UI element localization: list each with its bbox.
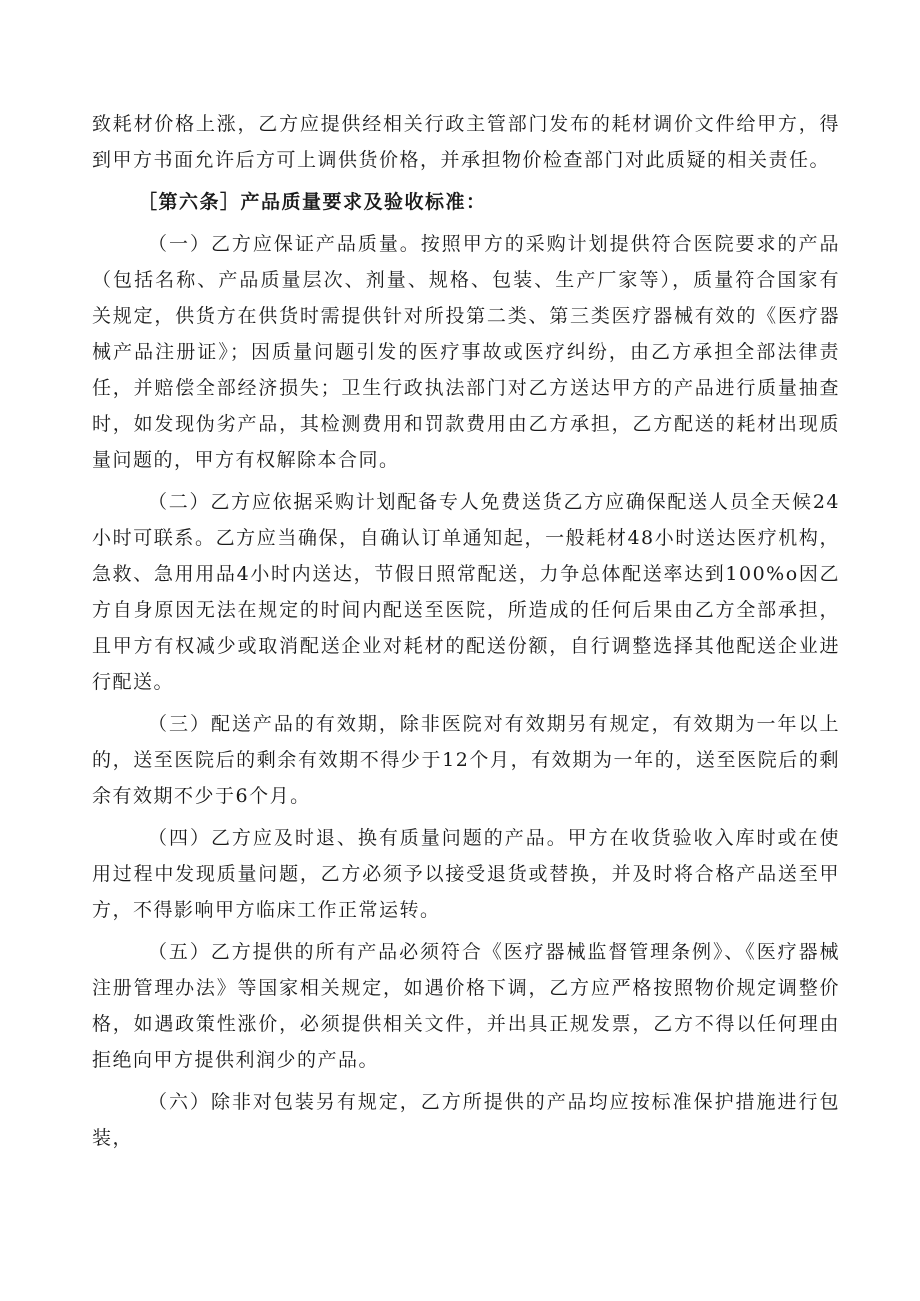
document-body bbox=[92, 106, 840, 1162]
clause-6: （六）除非对包装另有规定，乙方所提供的产品均应按标准保护措施进行包装， bbox=[92, 1091, 840, 1149]
clause-5: （五）乙方提供的所有产品必须符合《医疗器械监督管理条例》、《医疗器械注册管理办法》等国家相关规定，如遇价格下调，乙方应严格按照物价规定调整价格，如遇政策性涨价，必须提供相关文件，并出具正规发票，乙方不得以任何理由拒绝向甲方提供利润少的产品。 bbox=[92, 941, 840, 1071]
continuation-paragraph: 致耗材价格上涨，乙方应提供经相关行政主管部门发布的耗材调价文件给甲方，得到甲方书面允许后方可上调供货价格，并承担物价检查部门对此质疑的相关责任。 bbox=[92, 113, 840, 171]
clause-1: （一）乙方应保证产品质量。按照甲方的采购计划提供符合医院要求的产品（包括名称、产品质量层次、剂量、规格、包装、生产厂家等），质量符合国家有关规定，供货方在供货时需提供针对所投第二类、第三类医疗器械有效的《医疗器械产品注册证》；因质量问题引发的医疗事故或医疗纠纷，由乙方承担全部法律责任，并赔偿全部经济损失；卫生行政执法部门对乙方送达甲方的产品进行质量抽查时，如发现伪劣产品，其检测费用和罚款费用由乙方承担，乙方配送的耗材出现质量问题的，甲方有权解除本合同。 bbox=[92, 233, 840, 471]
clause-2: （二）乙方应依据采购计划配备专人免费送货乙方应确保配送人员全天候24小时可联系。乙方应当确保，自确认订单通知起，一般耗材48小时送达医疗机构，急救、急用用品4小时内送达，节假日照常配送，力争总体配送率达到100%o因乙方自身原因无法在规定的时间内配送至医院，所造成的任何后果由乙方全部承担，且甲方有权减少或取消配送企业对耗材的配送份额，自行调整选择其他配送企业进行配送。 bbox=[92, 491, 840, 693]
clause-4: （四）乙方应及时退、换有质量问题的产品。甲方在收货验收入库时或在使用过程中发现质量问题，乙方必须予以接受退货或替换，并及时将合格产品送至甲方，不得影响甲方临床工作正常运转。 bbox=[92, 827, 840, 921]
clause-3: （三）配送产品的有效期，除非医院对有效期另有规定，有效期为一年以上的，送至医院后的剩余有效期不得少于12个月，有效期为一年的，送至医院后的剩余有效期不少于6个月。 bbox=[92, 713, 840, 807]
section-heading: ［第六条］产品质量要求及验收标准： bbox=[138, 191, 487, 213]
